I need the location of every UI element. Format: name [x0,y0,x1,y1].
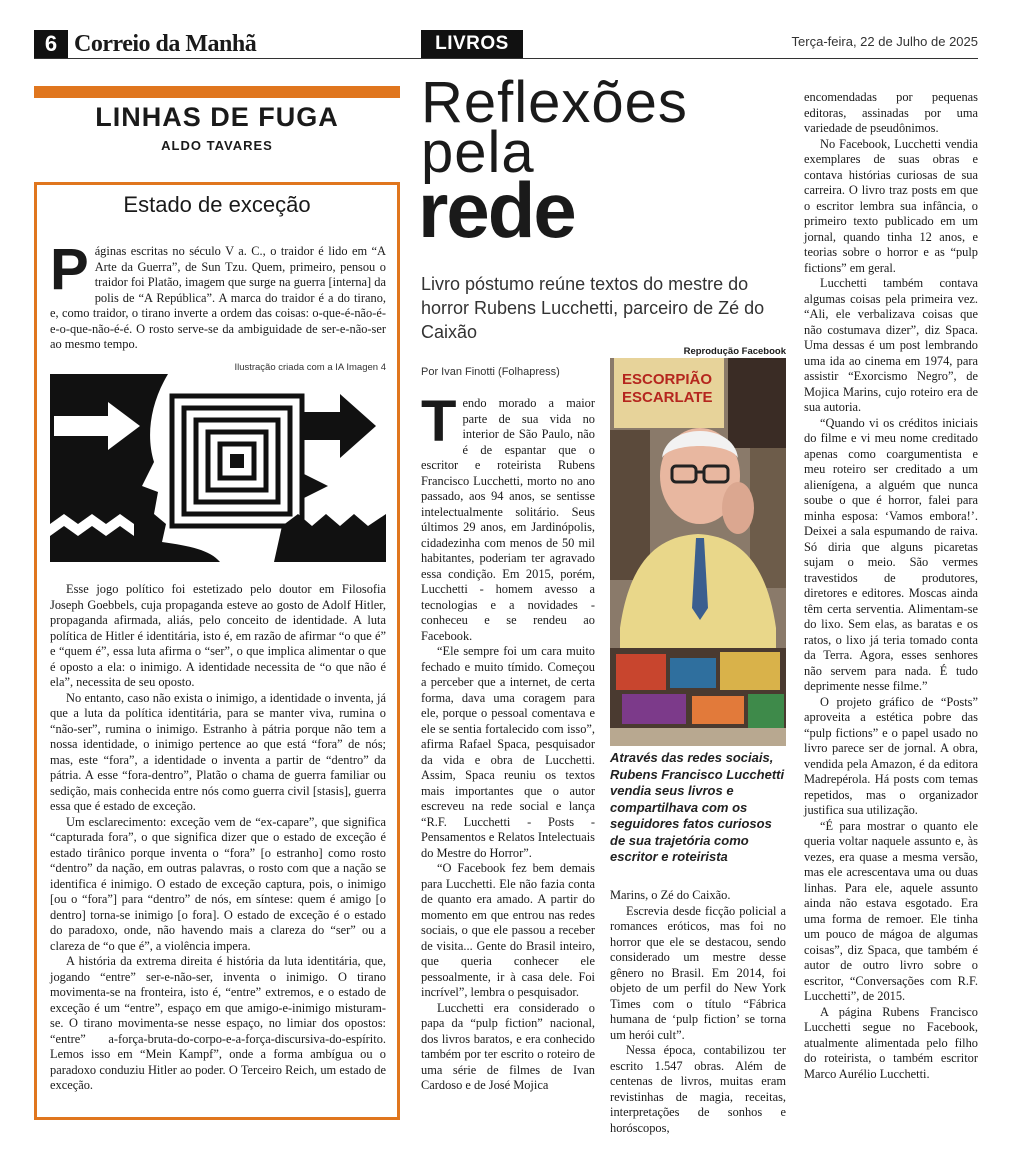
article-byline: Por Ivan Finotti (Folhapress) [421,366,560,378]
article-paragraph: “O Facebook fez bem demais para Lucchetti. Ele não fazia conta de quanto era amado. A partir do momento em que entrou nas redes sociais, o que ele passou a receber de visita... Gente do Brasil inteiro, que queria conhecer ele pessoalmente, ir à casa dele. Foi incrível”, lembra o pesquisador. [421,861,595,999]
article-paragraph: Lucchetti também contava algumas coisas pela primeira vez. “Ali, ele verbalizava coisas que não costumava dizer”, diz Spaca. Uma dessas é um post lembrando uma ida ao cinema em 1974, para assistir “Exorcismo Negro”, de Mojica Marins, cujo roteiro era de sua autoria. [804,276,978,414]
column-paragraph: Páginas escritas no século V a. C., o traidor é lido em “A Arte da Guerra”, de Sun Tzu. Quem, primeiro, pensou o traidor foi Platão, imagem que surge na guerra [interna] da polis de “A República”. A marca do traidor é a do tirano, e, como traidor, o tirano inverte a ordem das coisas: o-que-é-não-é-e-o-que-não-é-é. O rosto serve-se da ambiguidade de ser-e-não-ser ao mesmo tempo. [50,237,386,351]
article-column-2 [610,888,786,1136]
issue-date: Terça-feira, 22 de Julho de 2025 [791,34,978,49]
article-paragraph: A página Rubens Francisco Lucchetti segue no Facebook, atualmente alimentada pelo filho do roteirista, o também escritor Marco Aurélio Lucchetti. [804,1004,978,1081]
article-paragraph: No Facebook, Lucchetti vendia exemplares de suas obras e contava histórias curiosas de sua carreira. O livro traz posts em que o escritor lembra sua infância, o primeiro texto publicado em um jornal, quando tinha 12 anos, e teorias sobre o horror e as “pulp fictions” em geral. [804,136,978,275]
article-headline-line2: pela [421,120,535,185]
article-headline-line1: Reflexões [421,70,688,135]
section-label: LIVROS [421,30,523,58]
article-paragraph: Tendo morado a maior parte de sua vida no interior de São Paulo, não é de espantar que o escritor e roteirista Rubens Francisco Lucchetti, morto no ano passado, aos 94 anos, se sentisse intelectualmente solitário. Seus últimos 29 anos, em Jardinópolis, cidadezinha com menos de 50 mil habitantes, poderiam ter agravado essa condição. Em 2015, porém, Lucchetti - homem avesso a tecnologias e a novidades - conheceu e se rendeu ao Facebook. [421,389,595,643]
article-column-1 [421,389,595,1094]
article-subtitle: Livro póstumo reúne textos do mestre do horror Rubens Lucchetti, parceiro de Zé do Caixão [421,274,765,342]
head-silhouette-maze-arrows-illustration [50,374,386,562]
article-paragraph: Marins, o Zé do Caixão. [610,888,731,902]
author-portrait-with-books-photo [610,358,786,746]
article-paragraph: encomendadas por pequenas editoras, assinadas por uma variedade de pseudônimos. [804,90,978,135]
drop-cap: T [421,389,457,454]
column-body [50,582,386,1094]
header-rule [34,58,978,59]
column-paragraph: No entanto, caso não exista o inimigo, a identidade o inventa, já que a luta da política identitária, para se manter viva, rumina o “não-ser”, rumina o inimigo. Estranho à pátria porque não tem a nossa identidade, o inimigo pertence ao que está “fora” de nós; mas, este “fora”, a identidade o inventa a partir de “dentro” da pátria. A esse “fora-dentro”, Platão o chama de guerra familiar ou sedição, mais conhecida entre nós como guerra civil [stasis], guerra essa que é estado de exceção. [50,690,386,813]
column-accent-bar [34,86,400,98]
photo-book-title: ESCORPIÃO ESCARLATE [622,371,713,406]
newspaper-logo: Correio da Manhã [74,31,257,57]
article-paragraph: Escrevia desde ficção policial a romances eróticos, mas foi no horror que ele se destacou, sendo considerado um mestre desse gênero no Brasil. Em 2014, foi objeto de um perfil do New York Times com o título “Fábrica humana de ‘pulp fiction’ se torna um herói cult”. [610,903,786,1042]
photo-credit: Reprodução Facebook [683,346,786,357]
article-paragraph: O projeto gráfico de “Posts” aproveita a estética pobre das “pulp fictions” e o papel usado no livro parece ser de jornal. A obra, vendida pela Amazon, é da editora Madrepérola. Há posts com temas repetidos, mas o organizador justifica sua utilização. [804,694,978,817]
article-paragraph: Nessa época, contabilizou ter escrito 1.547 obras. Além de centenas de livros, muitas eram revistinhas de magia, receitas, interpretações de sonhos e horóscopos, [610,1043,786,1135]
article-paragraph: “É para mostrar o quanto ele queria voltar naquele assunto e, às vezes, era quase a mesma versão, mas ele acrescentava uma ou duas linhas. Para ele, aquele assunto ainda não estava esgotado. Era uma forma de remoer. Ele tinha um pouco de mágoa de algumas coisas”, diz Spaca, que também é autor de outro livro sobre o escritor, “Conversações com R.F. Lucchetti”, de 2015. [804,818,978,1003]
article-paragraph: Lucchetti era considerado o papa da “pulp fiction” nacional, dos livros baratos, e era conhecido também por ter escrito o roteiro de uma série de filmes de Ivan Cardoso e de José Mojica [421,1000,595,1092]
article-paragraph: “Quando vi os créditos iniciais do filme e vi meu nome creditado apenas como coargumentista e meu roteiro ser creditado a um alienígena, a alguém que nunca soube o que é horror, falei para minha esposa: ‘Vamos embora!’. Deixei a sala espumando de raiva. Só diria que alguns picaretas sujam o meio. São vermes travestidos de produtores, diretores e editores. Moscas ainda têm certa serventia. Alimentam-se do lixo. Sem elas, as baratas e os ratos, o lixo já teria tomado conta da Terra. Agora, esses senhores não servem para nada. É tudo deprimente nesse filme.” [804,415,978,693]
column-paragraph: Um esclarecimento: exceção vem de “ex-capare”, que significa “capturada fora”, o que significa dizer que o estado de exceção é estado tirânico porque inventa o “fora” [o estranho] como rosto “dentro” da nação, em outras palavras, o rosto com que a nação se identifica é inimigo. O estado de exceção captura, pois, o inimigo [ou o “fora”] para “dentro” de nós, em síntese: quem é amigo [o dentro] torna-se inimigo [o fora]. O estado de exceção é o estado do paradoxo, onde, não havendo mais a clareza do “ser” ou a clareza de “o que é”, a violência impera. [50,814,386,953]
column-intro [50,237,386,353]
column-paragraph: A história da extrema direita é história da luta identitária, que, jogando “entre” ser-e-não-ser, inventa o inimigo. O tirano movimenta-se na fronteira, isto é, “entre” extremos, e o estado de exceção é um “entre”, espaço em que amigo-e-inimigo misturam-se. O tirano movimenta-se nesse espaço, no limiar dos opostos: “entre” a-força-bruta-do-corpo-e-a-força-discursiva-do-espírito. Lemos isso em “Mein Kampf”, onde a forma ambígua ou o paradoxo conduziu Hitler ao poder. O Terceiro Reich, um estado de exceção. [50,954,386,1092]
illustration-credit: Ilustração criada com a IA Imagen 4 [234,362,386,373]
column-author: ALDO TAVARES [161,138,273,153]
column-title: LINHAS DE FUGA [95,102,339,132]
article-headline-line3: rede [418,166,575,254]
drop-cap: P [50,237,89,302]
page-number: 6 [34,30,68,58]
article-column-3 [804,90,978,1082]
column-headline: Estado de exceção [123,192,311,217]
column-paragraph: Esse jogo político foi estetizado pelo doutor em Filosofia Joseph Goebbels, cuja propaganda esteve ao gosto de Adolf Hitler, propagandа afirmada, aliás, pelo conceito de identidade. A luta política de Hitler é identitária, isto é, em razão de afirmar “o que é” e “quem é”, essa luta afirma o “ser”, o que implica alimentar o que é oposto a ela: o inimigo. A identidade necessita de “o que não é ela”, necessita de seu oposto. [50,582,386,689]
article-paragraph: “Ele sempre foi um cara muito fechado e muito tímido. Começou a perceber que a internet, de certa forma, dava uma coragem para ele, porque o pessoal comentava e ele se sentia fortalecido com isso”, afirma Rafael Spaca, pesquisador da vida e obra de Lucchetti. Assim, Spaca reuniu os textos mais importantes que o autor escreveu na rede social e lança “R.F. Lucchetti - Posts - Pensamentos e Relatos Intelectuais do Mestre do Horror”. [421,644,595,860]
photo-caption: Através das redes sociais, Rubens Francisco Lucchetti vendia seus livros e compartilhava com os seguidores fatos curiosos de sua trajetória como escritor e roteirista [610,750,785,864]
